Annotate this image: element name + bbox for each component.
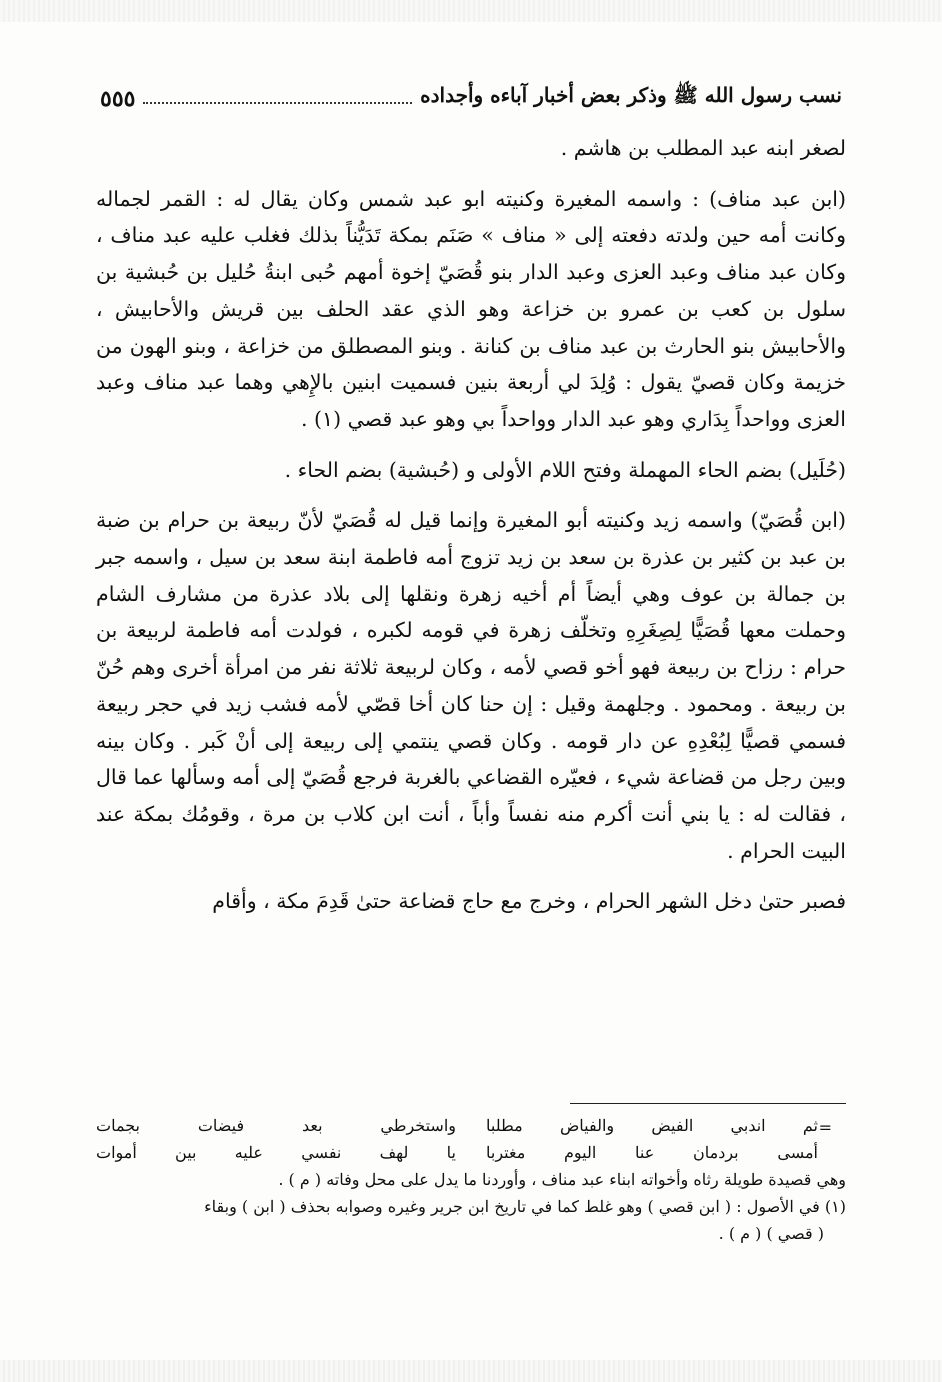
poem-hemistich: واستخرطي بعد فيضات بجمات: [96, 1116, 456, 1135]
footnote-rule: [570, 1103, 846, 1104]
footnotes: [96, 1112, 846, 1247]
paragraph-5: فصبر حتىٰ دخل الشهر الحرام ، وخرج مع حاج قضاعة حتىٰ قَدِمَ مكة ، وأقام: [212, 889, 846, 914]
paragraph-3: (حُلَيل) بضم الحاء المهملة وفتح اللام الأولى و (حُبشية) بضم الحاء .: [284, 457, 846, 482]
dotted-leader: [143, 102, 412, 104]
paragraph-4: (ابن قُصَيّ) واسمه زيد وكنيته أبو المغيرة وإنما قيل له قُصَيّ لأنّ ربيعة بن حرام بن ضبة بن عبد بن كثير بن عذرة بن سعد بن زيد تزوج أمه فاطمة ابنة سعد بن سيل ، واسمه جبر بن جمالة بن عوف وهي أيضاً أم أخيه زهرة ونقلها إلى بلاد عذرة من مشارف الشام وحملت معها قُصَيًّا لِصِغَرِهِ وتخلّف زهرة في قومه لكبره ، فولدت أمه فاطمة لربيعة بن حرام : رزاح بن ربيعة فهو أخو قصي لأمه ، وكان لربيعة ثلاثة نفر من امرأة أخرى وهم حُنّ بن ربيعة . ومحمود . وجلهمة وقيل : إن حنا كان أخا قصّي لأمه فشب زيد في حجر ربيعة فسمي قصيًّا لِبُعْدِهِ عن دار قومه . وكان قصي ينتمي إلى ربيعة إلى أنْ كَبر . وكان بينه وبين رجل من قضاعة شيء ، فعيّره القضاعي بالغربة فرجع قُصَيّ إلى أمه وسألها عما قال ، فقالت له : يا بني أنت أكرم منه نفساً وأباً ، أنت ابن كلاب بن مرة ، وقومُك بمكة عند البيت الحرام .: [96, 508, 846, 863]
poem-hemistich: أمسى بردمان عنا اليوم مغتربا: [486, 1143, 818, 1162]
footnote-1: (١) في الأصول : ( ابن قصي ) وهو غلط كما في تاريخ ابن جرير وغيره وصوابه بحذف ( ابن ) وبقاء: [204, 1197, 846, 1216]
body-text: [96, 130, 846, 920]
paragraph-1: لصغر ابنه عبد المطلب بن هاشم .: [560, 136, 846, 160]
page-header: [100, 78, 842, 112]
poem-verse: [96, 1112, 846, 1139]
poem-hemistich: يا لهف نفسي عليه بين أموات: [96, 1143, 456, 1162]
poem-verse: [96, 1139, 846, 1166]
scan-edge-top: [0, 0, 942, 22]
footnote-continued: وهي قصيدة طويلة رثاه وأخواته ابناء عبد مناف ، وأوردنا ما يدل على محل وفاته ( م ) .: [278, 1170, 846, 1189]
scan-edge-bottom: [0, 1360, 942, 1382]
poem-hemistich: ثم اندبي الفيض والفياض مطلبا: [486, 1116, 818, 1135]
page-number: ٥٥٥: [100, 86, 136, 112]
paragraph-2: (ابن عبد مناف) : واسمه المغيرة وكنيته ابو عبد شمس وكان يقال له : القمر لجماله وكانت أمه حين ولدته دفعته إلى « مناف » صَنَم بمكة تَدَيُّناً بذلك فغلب عليه عبد مناف ، وكان عبد مناف وعبد العزى وعبد الدار بنو قُصَيّ إخوة أمهم حُبى ابنةُ حُليل بن حُبشية بن سلول بن كعب بن عمرو بن خزاعة وهو الذي عقد الحلف بين قريش والأحابيش ، والأحابيش بنو الحارث بن عبد مناف بن كنانة . وبنو المصطلق من خزاعة ، وبنو الهون من خزيمة وكان قصيّ يقول : وُلِدَ لي أربعة بنين فسميت ابنين بالإِهي وهما عبد مناف وعبد العزى وواحداً بِدَاري وهو عبد الدار وواحداً بي وهو عبد قصي (١) .: [96, 186, 846, 431]
footnote-1-continued: ( قصي ) ( م ) .: [718, 1224, 824, 1243]
running-title: نسب رسول الله ﷺ وذكر بعض أخبار آباءه وأجداده: [420, 83, 842, 107]
continuation-marker: =: [818, 1118, 832, 1137]
